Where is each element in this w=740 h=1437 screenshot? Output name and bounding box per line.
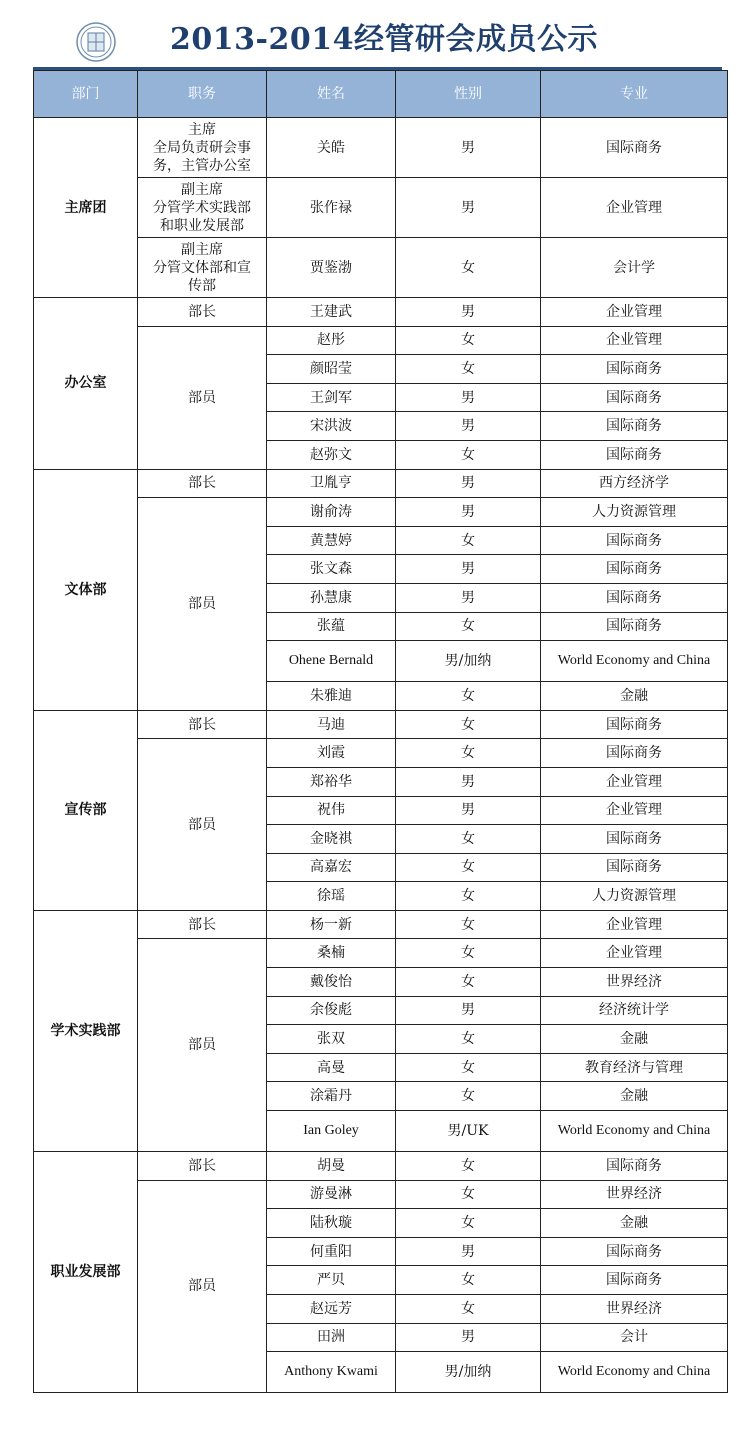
major-cell: 金融: [541, 1082, 728, 1111]
major-cell: 国际商务: [541, 825, 728, 854]
gender-cell: 女: [396, 882, 541, 911]
gender-cell: 女: [396, 682, 541, 711]
name-cell: 张蕴: [267, 612, 396, 641]
role-line: 主席: [188, 121, 216, 138]
table-row: [34, 326, 728, 355]
role-line: 部长: [188, 1157, 216, 1174]
name-cell: 王剑军: [267, 383, 396, 412]
dept-cell: 办公室: [34, 298, 138, 470]
gender-cell: 男: [396, 498, 541, 527]
table-row: [34, 710, 728, 739]
table-row: [34, 1180, 728, 1209]
name-cell: 桑楠: [267, 939, 396, 968]
major-cell: 教育经济与管理: [541, 1053, 728, 1082]
role-line: 副主席: [181, 181, 223, 198]
table-row: [34, 939, 728, 968]
gender-cell: 男: [396, 796, 541, 825]
role-line: 和职业发展部: [160, 217, 244, 234]
name-cell: 黄慧婷: [267, 526, 396, 555]
dept-cell: 学术实践部: [34, 910, 138, 1151]
role-line: 部长: [188, 303, 216, 320]
header-major: 专业: [541, 71, 728, 118]
major-cell: 国际商务: [541, 412, 728, 441]
major-cell: 人力资源管理: [541, 498, 728, 527]
table-row: [34, 238, 728, 298]
major-cell: 经济统计学: [541, 996, 728, 1025]
member-table: [33, 70, 728, 1393]
major-cell: 世界经济: [541, 968, 728, 997]
gender-cell: 男: [396, 383, 541, 412]
gender-cell: 男: [396, 118, 541, 178]
gender-cell: 男: [396, 996, 541, 1025]
gender-cell: 女: [396, 526, 541, 555]
name-cell: 赵弥文: [267, 440, 396, 469]
role-cell: [138, 498, 267, 711]
role-cell: [138, 298, 267, 327]
name-cell: 孙慧康: [267, 583, 396, 612]
role-cell: [138, 1180, 267, 1393]
role-line: 分管学术实践部: [153, 199, 251, 216]
role-line: 分管文体部和宣: [153, 259, 251, 276]
table-row: [34, 498, 728, 527]
major-cell: 世界经济: [541, 1180, 728, 1209]
table-row: [34, 298, 728, 327]
role-line: 部员: [188, 816, 216, 833]
gender-cell: 男/UK: [396, 1111, 541, 1152]
role-line: 副主席: [181, 241, 223, 258]
name-cell: 杨一新: [267, 910, 396, 939]
name-cell: 涂霜丹: [267, 1082, 396, 1111]
major-cell: 企业管理: [541, 767, 728, 796]
name-cell: 王建武: [267, 298, 396, 327]
major-cell: 国际商务: [541, 739, 728, 768]
header-role: 职务: [138, 71, 267, 118]
gender-cell: 男: [396, 767, 541, 796]
table-row: [34, 178, 728, 238]
role-line: 部员: [188, 1278, 216, 1295]
major-cell: 国际商务: [541, 1237, 728, 1266]
role-cell: [138, 939, 267, 1152]
university-seal-icon: [76, 22, 116, 62]
gender-cell: 女: [396, 355, 541, 384]
role-cell: [138, 910, 267, 939]
major-cell: 世界经济: [541, 1295, 728, 1324]
role-line: 部长: [188, 716, 216, 733]
role-cell: [138, 178, 267, 238]
gender-cell: 女: [396, 326, 541, 355]
gender-cell: 男: [396, 469, 541, 498]
gender-cell: 女: [396, 612, 541, 641]
role-line: 部员: [188, 1037, 216, 1054]
table-row: [34, 739, 728, 768]
major-cell: 会计: [541, 1323, 728, 1352]
gender-cell: 女: [396, 1082, 541, 1111]
gender-cell: 男: [396, 412, 541, 441]
gender-cell: 男: [396, 555, 541, 584]
table-header-row: [34, 71, 728, 118]
name-cell: 谢俞涛: [267, 498, 396, 527]
name-cell: 祝伟: [267, 796, 396, 825]
major-cell: 企业管理: [541, 326, 728, 355]
major-cell: World Economy and China: [541, 1352, 728, 1393]
gender-cell: 男: [396, 1237, 541, 1266]
gender-cell: 女: [396, 739, 541, 768]
major-cell: 国际商务: [541, 555, 728, 584]
gender-cell: 女: [396, 939, 541, 968]
name-cell: 宋洪波: [267, 412, 396, 441]
name-cell: 刘霞: [267, 739, 396, 768]
gender-cell: 女: [396, 440, 541, 469]
major-cell: 金融: [541, 1025, 728, 1054]
gender-cell: 女: [396, 910, 541, 939]
name-cell: 何重阳: [267, 1237, 396, 1266]
name-cell: 马迪: [267, 710, 396, 739]
major-cell: 国际商务: [541, 526, 728, 555]
role-line: 部长: [188, 475, 216, 492]
role-line: 部员: [188, 595, 216, 612]
name-cell: 游曼淋: [267, 1180, 396, 1209]
gender-cell: 男/加纳: [396, 1352, 541, 1393]
dept-cell: 主席团: [34, 118, 138, 298]
gender-cell: 女: [396, 238, 541, 298]
name-cell: 严贝: [267, 1266, 396, 1295]
name-cell: 朱雅迪: [267, 682, 396, 711]
gender-cell: 女: [396, 853, 541, 882]
name-cell: 高曼: [267, 1053, 396, 1082]
role-cell: [138, 710, 267, 739]
role-cell: [138, 326, 267, 469]
table-row: [34, 469, 728, 498]
name-cell: Anthony Kwami: [267, 1352, 396, 1393]
name-cell: 贾鉴渤: [267, 238, 396, 298]
major-cell: 金融: [541, 682, 728, 711]
gender-cell: 女: [396, 1180, 541, 1209]
name-cell: 高嘉宏: [267, 853, 396, 882]
gender-cell: 女: [396, 1152, 541, 1181]
table-body: [34, 118, 728, 1393]
major-cell: 企业管理: [541, 910, 728, 939]
gender-cell: 男: [396, 583, 541, 612]
gender-cell: 女: [396, 1025, 541, 1054]
major-cell: World Economy and China: [541, 641, 728, 682]
name-cell: 金晓祺: [267, 825, 396, 854]
major-cell: 国际商务: [541, 1152, 728, 1181]
gender-cell: 女: [396, 1053, 541, 1082]
major-cell: 国际商务: [541, 612, 728, 641]
name-cell: 郑裕华: [267, 767, 396, 796]
major-cell: 西方经济学: [541, 469, 728, 498]
table-row: [34, 910, 728, 939]
role-cell: [138, 469, 267, 498]
role-line: 部长: [188, 916, 216, 933]
major-cell: World Economy and China: [541, 1111, 728, 1152]
major-cell: 金融: [541, 1209, 728, 1238]
major-cell: 国际商务: [541, 710, 728, 739]
name-cell: Ian Goley: [267, 1111, 396, 1152]
major-cell: 企业管理: [541, 796, 728, 825]
gender-cell: 男/加纳: [396, 641, 541, 682]
name-cell: 余俊彪: [267, 996, 396, 1025]
table-row: [34, 1152, 728, 1181]
name-cell: 徐瑶: [267, 882, 396, 911]
major-cell: 企业管理: [541, 178, 728, 238]
header-dept: 部门: [34, 71, 138, 118]
dept-cell: 文体部: [34, 469, 138, 710]
header-name: 姓名: [267, 71, 396, 118]
name-cell: 赵远芳: [267, 1295, 396, 1324]
major-cell: 国际商务: [541, 383, 728, 412]
gender-cell: 女: [396, 1295, 541, 1324]
gender-cell: 女: [396, 1266, 541, 1295]
major-cell: 国际商务: [541, 1266, 728, 1295]
major-cell: 人力资源管理: [541, 882, 728, 911]
header: [0, 0, 740, 70]
major-cell: 会计学: [541, 238, 728, 298]
gender-cell: 男: [396, 178, 541, 238]
role-line: 全局负责研会事: [153, 139, 251, 156]
name-cell: 关皓: [267, 118, 396, 178]
page-title: 2013-2014经管研会成员公示: [170, 22, 598, 57]
dept-cell: 宣传部: [34, 710, 138, 910]
name-cell: 卫胤亨: [267, 469, 396, 498]
role-line: 务，主管办公室: [153, 157, 251, 174]
name-cell: 张作禄: [267, 178, 396, 238]
gender-cell: 女: [396, 710, 541, 739]
role-cell: [138, 739, 267, 911]
name-cell: 赵彤: [267, 326, 396, 355]
name-cell: 胡曼: [267, 1152, 396, 1181]
major-cell: 企业管理: [541, 939, 728, 968]
name-cell: 张双: [267, 1025, 396, 1054]
role-line: 部员: [188, 389, 216, 406]
gender-cell: 女: [396, 1209, 541, 1238]
name-cell: 颜昭莹: [267, 355, 396, 384]
major-cell: 国际商务: [541, 440, 728, 469]
name-cell: 张文森: [267, 555, 396, 584]
table-row: [34, 118, 728, 178]
major-cell: 企业管理: [541, 298, 728, 327]
name-cell: 陆秋璇: [267, 1209, 396, 1238]
header-gender: 性别: [396, 71, 541, 118]
role-line: 传部: [188, 277, 216, 294]
major-cell: 国际商务: [541, 583, 728, 612]
gender-cell: 女: [396, 968, 541, 997]
major-cell: 国际商务: [541, 118, 728, 178]
role-cell: [138, 238, 267, 298]
gender-cell: 女: [396, 825, 541, 854]
gender-cell: 男: [396, 298, 541, 327]
name-cell: 戴俊怡: [267, 968, 396, 997]
gender-cell: 男: [396, 1323, 541, 1352]
role-cell: [138, 118, 267, 178]
dept-cell: 职业发展部: [34, 1152, 138, 1393]
role-cell: [138, 1152, 267, 1181]
major-cell: 国际商务: [541, 355, 728, 384]
name-cell: Ohene Bernald: [267, 641, 396, 682]
name-cell: 田洲: [267, 1323, 396, 1352]
major-cell: 国际商务: [541, 853, 728, 882]
